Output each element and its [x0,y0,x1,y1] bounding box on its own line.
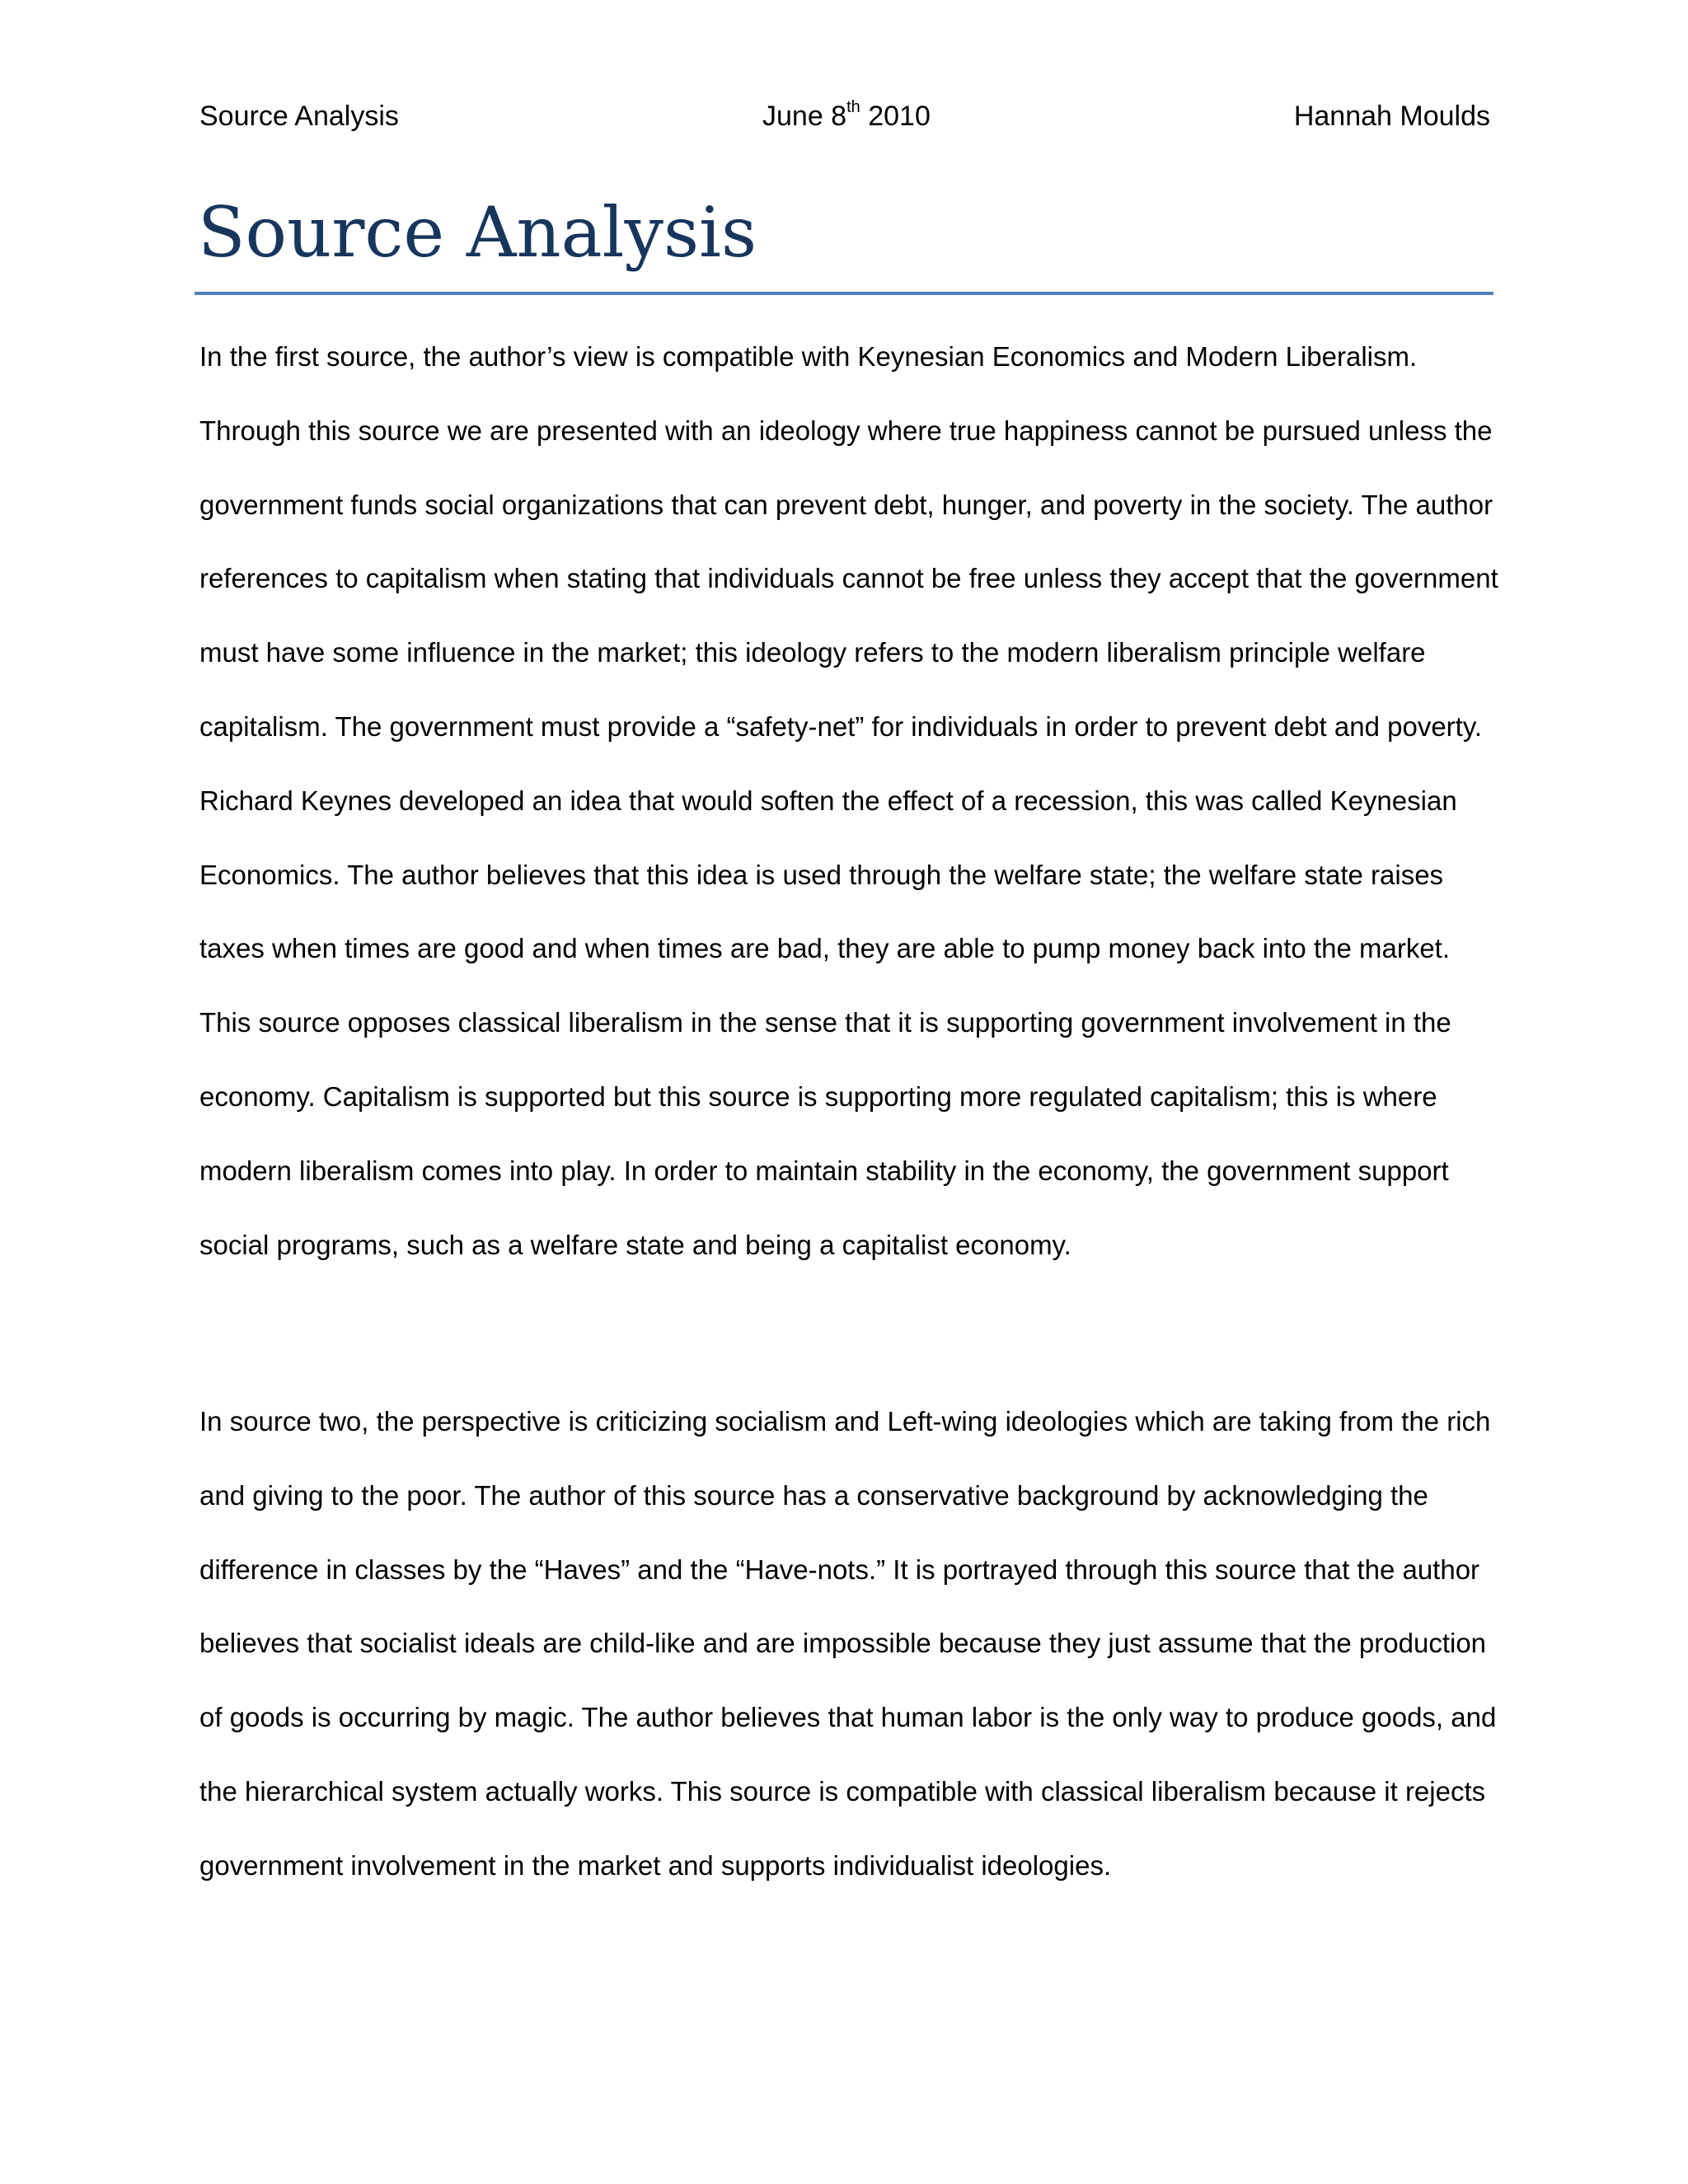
document-title: Source Analysis [198,192,757,273]
header-date-ordinal: th [846,97,860,116]
header-date-prefix: June 8 [762,101,847,132]
header-date-year: 2010 [860,101,931,132]
page-header [199,96,1490,137]
header-date [762,96,931,137]
paragraph-source-one: In the first source, the author’s view is compatible with Keynesian Economics and Modern Liberalism. Through this source we are presented with an ideology where true happiness cannot be pursued unless the government funds social organizations that can prevent debt, hunger, and poverty in the society. The author references to capitalism when stating that individuals cannot be free unless they accept that the government must have some influence in the market; this ideology refers to the modern liberalism principle welfare capitalism. The government must provide a “safety-net” for individuals in order to prevent debt and poverty. Richard Keynes developed an idea that would soften the effect of a recession, this was called Keynesian Economics. The author believes that this idea is used through the welfare state; the welfare state raises taxes when times are good and when times are bad, they are able to pump money back into the market. This source opposes classical liberalism in the sense that it is supporting government involvement in the economy. Capitalism is supported but this source is supporting more regulated capitalism; this is where modern liberalism comes into play. In order to maintain stability in the economy, the government support social programs, such as a welfare state and being a capitalist economy. [199,341,1498,1260]
title-underline-rule [195,292,1493,295]
header-document-title: Source Analysis [199,101,399,132]
paragraph-source-two: In source two, the perspective is criticizing socialism and Left-wing ideologies which are taking from the rich and giving to the poor. The author of this source has a conservative background by acknowledging the difference in classes by the “Haves” and the “Have-nots.” It is portrayed through this source that the author believes that socialist ideals are child-like and are impossible because they just assume that the production of goods is occurring by magic. The author believes that human labor is the only way to produce goods, and the hierarchical system actually works. This source is compatible with classical liberalism because it rejects government involvement in the market and supports individualist ideologies. [199,1406,1497,1881]
header-author: Hannah Moulds [1293,101,1490,132]
